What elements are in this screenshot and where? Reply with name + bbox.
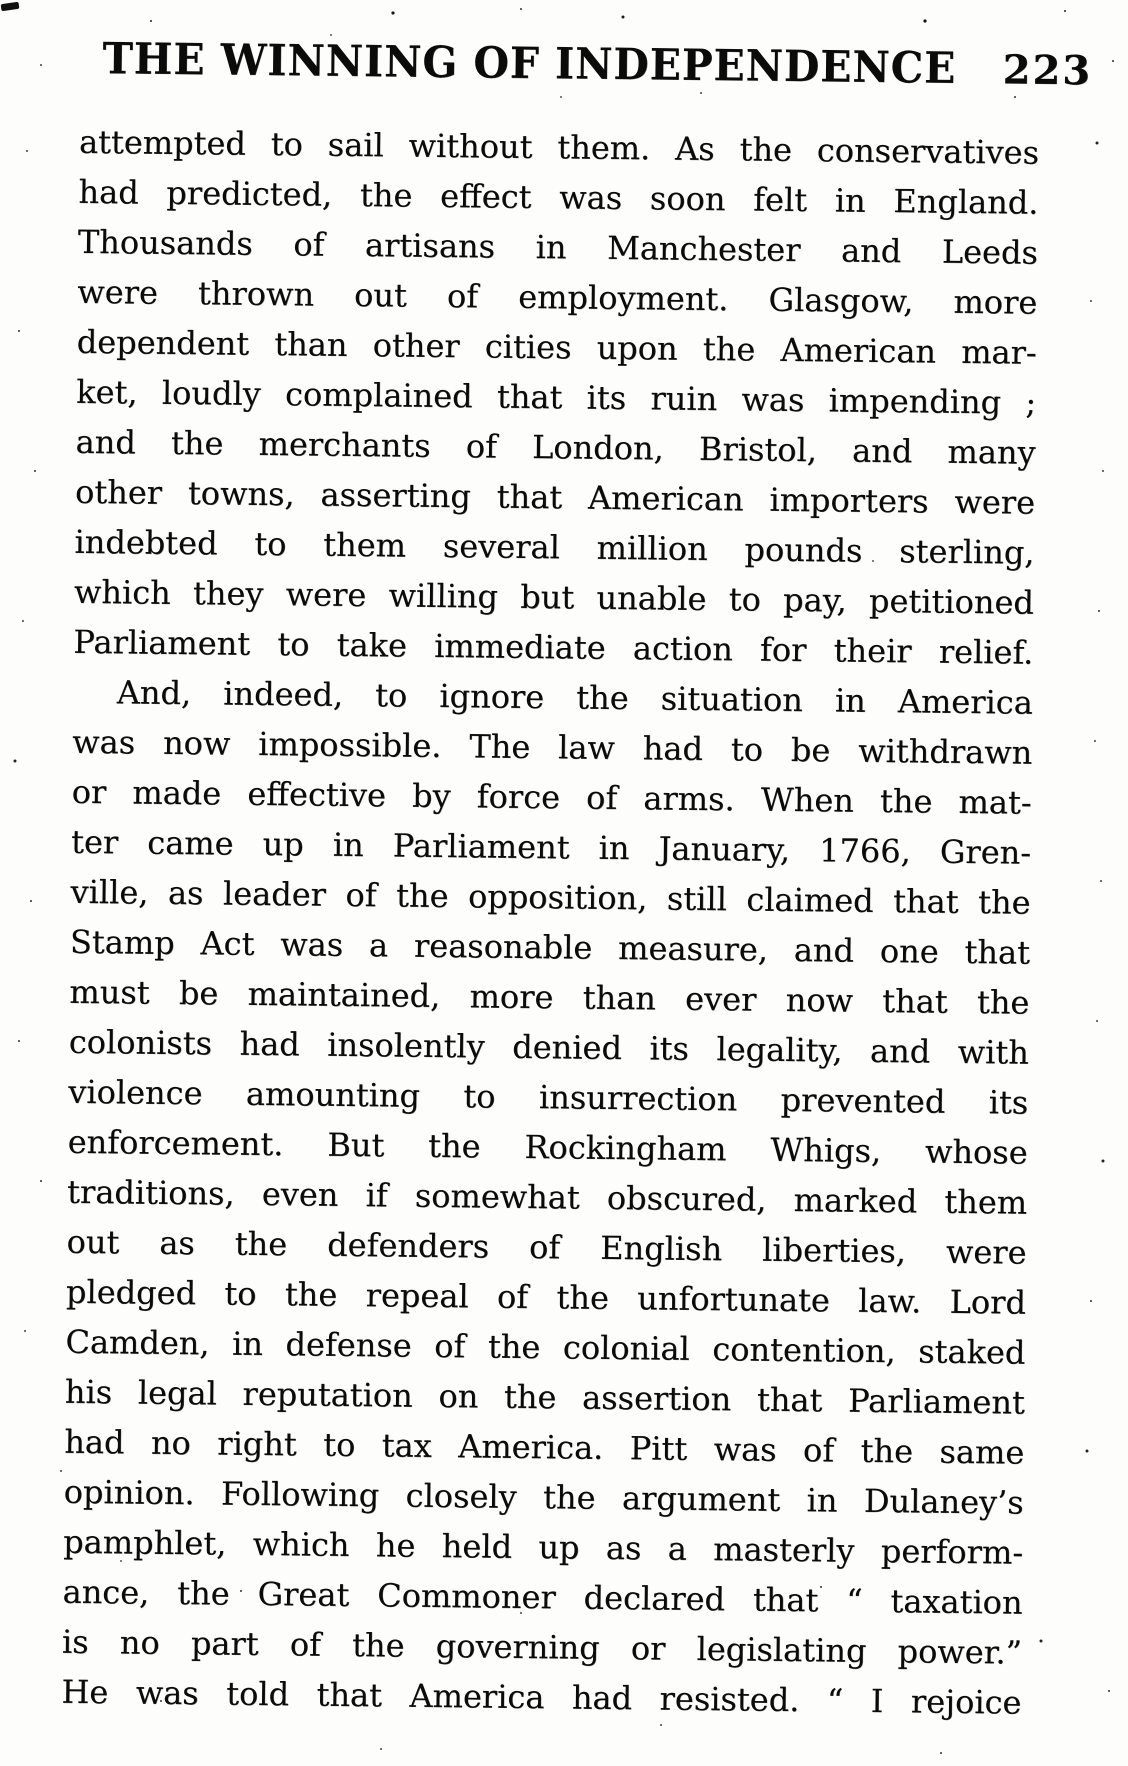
text-line: Stamp Act was a reasonable measure, and one that <box>69 922 1031 972</box>
text-line: other towns, asserting that American importers were <box>74 472 1036 522</box>
text-line: enforcement. But the Rockingham Whigs, whose <box>67 1122 1028 1172</box>
text-line: which they were willing but unable to pay, petitioned <box>73 572 1035 622</box>
text-line: dependent than other cities upon the American mar- <box>76 322 1037 372</box>
text-line: is no part of the governing or legislating power.” <box>61 1622 1023 1672</box>
paragraph <box>61 667 1033 1728</box>
scan-corner-artifact <box>1 2 20 11</box>
text-line: opinion. Following closely the argument in Dulaney’s <box>63 1472 1024 1522</box>
text-line: must be maintained, more than ever now that the <box>69 972 1030 1022</box>
text-line: pamphlet, which he held up as a masterly perform- <box>62 1522 1024 1572</box>
text-line: and the merchants of London, Bristol, and many <box>75 422 1036 472</box>
page-number: 223 <box>1002 46 1093 95</box>
text-line: had predicted, the effect was soon felt in England. <box>78 172 1039 222</box>
scan-noise-specks <box>0 0 2 2</box>
text-line: pledged to the repeal of the unfortunate law. Lord <box>65 1272 1027 1322</box>
text-line: violence amounting to insurrection prevented its <box>68 1072 1029 1122</box>
text-line: was now impossible. The law had to be withdrawn <box>72 722 1033 772</box>
text-line: had no right to tax America. Pitt was of the same <box>64 1422 1025 1472</box>
text-line: ter came up in Parliament in January, 1766, Gren- <box>70 822 1032 872</box>
text-line: traditions, even if somewhat obscured, marked them <box>66 1172 1028 1222</box>
text-line: Parliament to take immediate action for their relief. <box>73 622 1034 672</box>
text-line: indebted to them several million pounds sterling, <box>74 522 1035 572</box>
text-line: ance, the Great Commoner declared that “ taxation <box>62 1572 1023 1622</box>
text-line: his legal reputation on the assertion that Parliament <box>64 1372 1026 1422</box>
page-content <box>1 0 1128 1722</box>
text-line: ville, as leader of the opposition, still claimed that the <box>70 872 1031 922</box>
text-line: And, indeed, to ignore the situation in America <box>116 673 1033 722</box>
page-body <box>61 117 1039 1728</box>
paragraph <box>73 117 1039 678</box>
text-line: or made effective by force of arms. When the mat- <box>71 772 1032 822</box>
text-line: Thousands of artisans in Manchester and Leeds <box>77 222 1039 272</box>
running-header <box>80 34 1093 95</box>
text-line: were thrown out of employment. Glasgow, more <box>77 272 1038 322</box>
text-line: colonists had insolently denied its legality, and with <box>68 1022 1030 1072</box>
text-line: out as the defenders of English liberties, were <box>66 1222 1027 1272</box>
text-line: He was told that America had resisted. “ I rejoice <box>61 1672 1022 1722</box>
text-line: attempted to sail without them. As the conservatives <box>78 122 1040 172</box>
text-line: ket, loudly complained that its ruin was impending ; <box>76 372 1037 422</box>
text-line: Camden, in defense of the colonial contention, staked <box>65 1322 1026 1372</box>
page-title: THE WINNING OF INDEPENDENCE <box>102 34 957 94</box>
